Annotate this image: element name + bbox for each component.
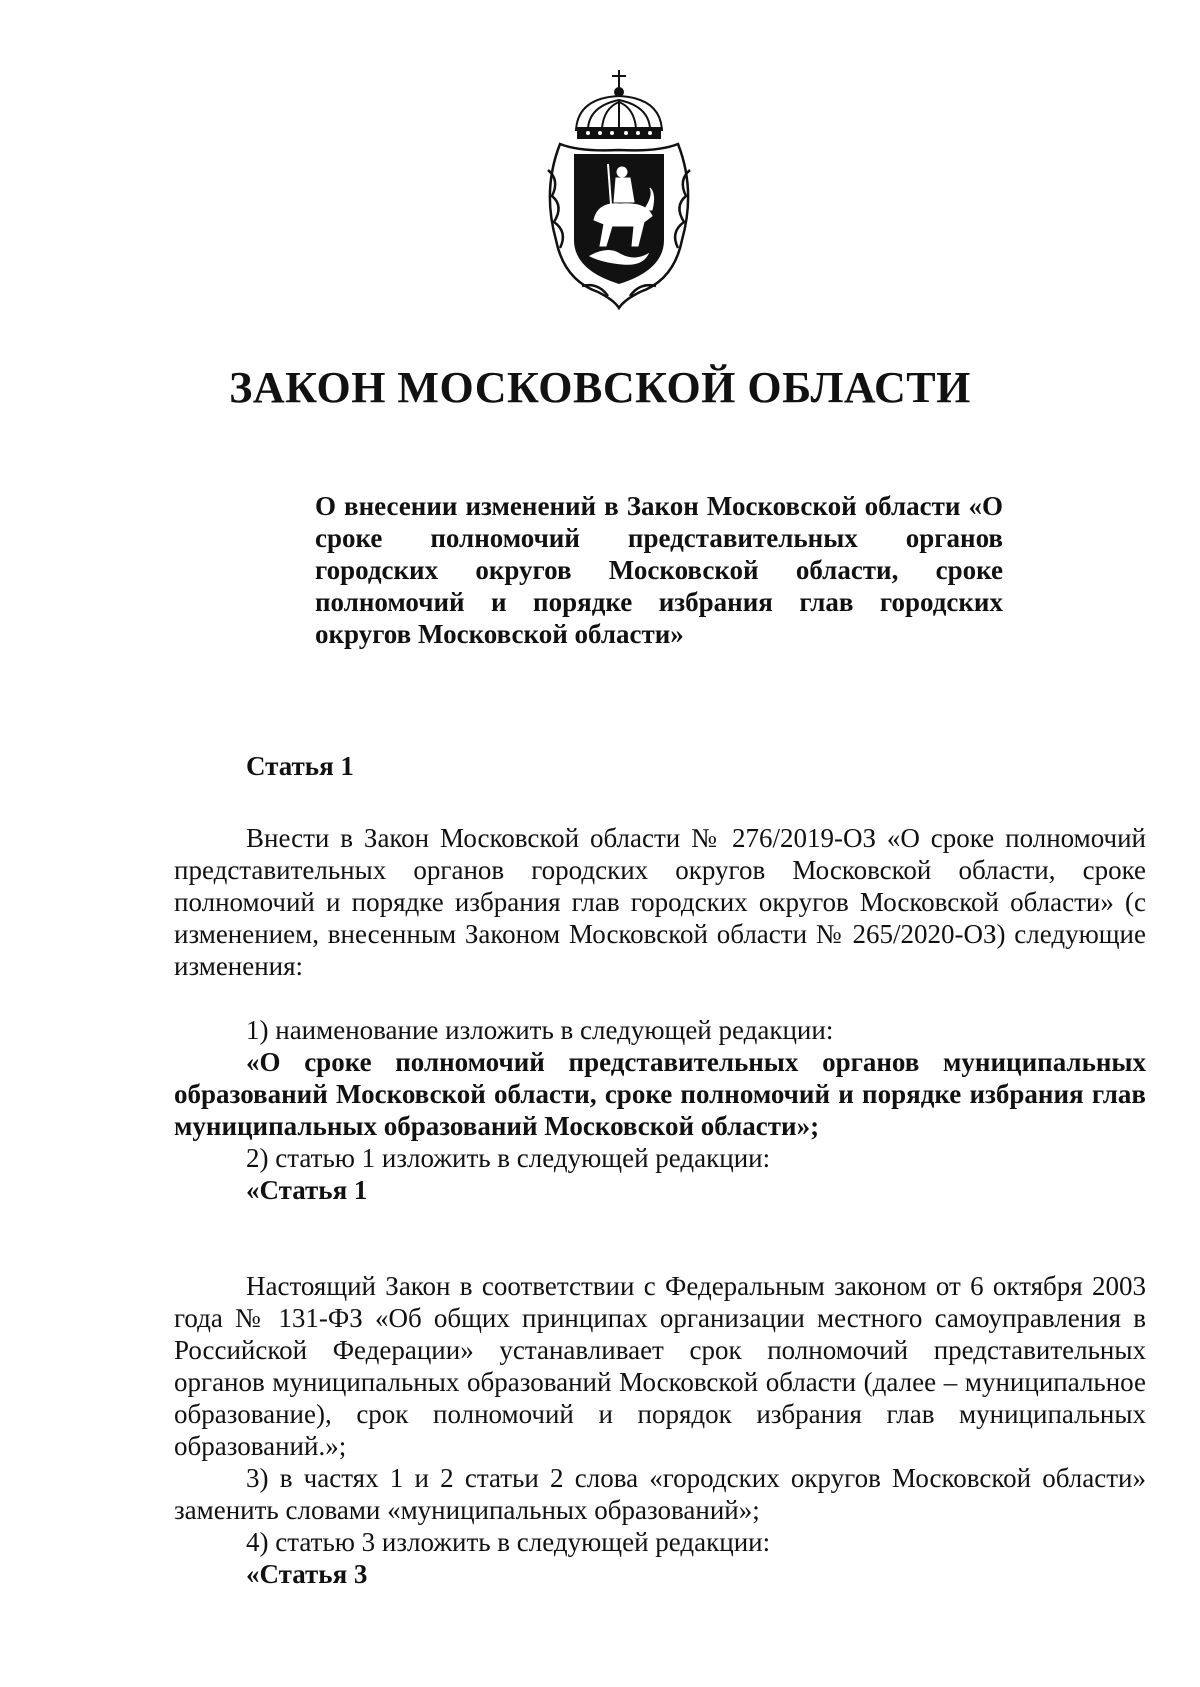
item-1-text: 1) наименование изложить в следующей редакции: [246,1015,834,1045]
article-1-intro: Внести в Закон Московской области № 276/2019-ОЗ «О сроке полномочий представительных органов городских округов Московской области, сроке полномочий и порядке избрания глав городских округов Московской области» (с изменением, внесенным Законом Московской области № 265/2020-ОЗ) следующие изменения: [174,823,1146,981]
amendments-list-continued [174,1270,1146,1590]
coat-of-arms-emblem [538,70,700,310]
article-1-heading: Статья 1 [246,751,354,781]
item-2-heading: «Статья 1 [246,1175,368,1205]
law-subject: О внесении изменений в Закон Московской области «О сроке полномочий представительных органов городских округов Московской области, сроке полномочий и порядке избрания глав городских округов Московской области» [315,491,1003,649]
item-4-heading: «Статья 3 [246,1559,368,1589]
amendments-list [174,1014,1146,1206]
law-title: ЗАКОН МОСКОВСКОЙ ОБЛАСТИ [229,363,971,412]
item-4-text: 4) статью 3 изложить в следующей редакции: [246,1527,771,1557]
article-1-section [174,750,1146,782]
item-1-new-title: «О сроке полномочий представительных органов муниципальных образований Московской области, сроке полномочий и порядке избрания глав муниципальных образований Московской области»; [174,1047,1146,1141]
item-2-new-article-text: Настоящий Закон в соответствии с Федеральным законом от 6 октября 2003 года № 131-ФЗ «Об общих принципах организации местного самоуправления в Российской Федерации» устанавливает срок полномочий представительных органов муниципальных образований Московской области (далее – муниципальное образование), срок полномочий и порядок избрания глав муниципальных образований.»; [174,1271,1146,1461]
item-2-text: 2) статью 1 изложить в следующей редакции: [246,1143,771,1173]
item-3-text: 3) в частях 1 и 2 статьи 2 слова «городских округов Московской области» заменить словами «муниципальных образований»; [174,1463,1146,1525]
article-1-body [174,822,1146,982]
crown-icon [576,70,662,138]
